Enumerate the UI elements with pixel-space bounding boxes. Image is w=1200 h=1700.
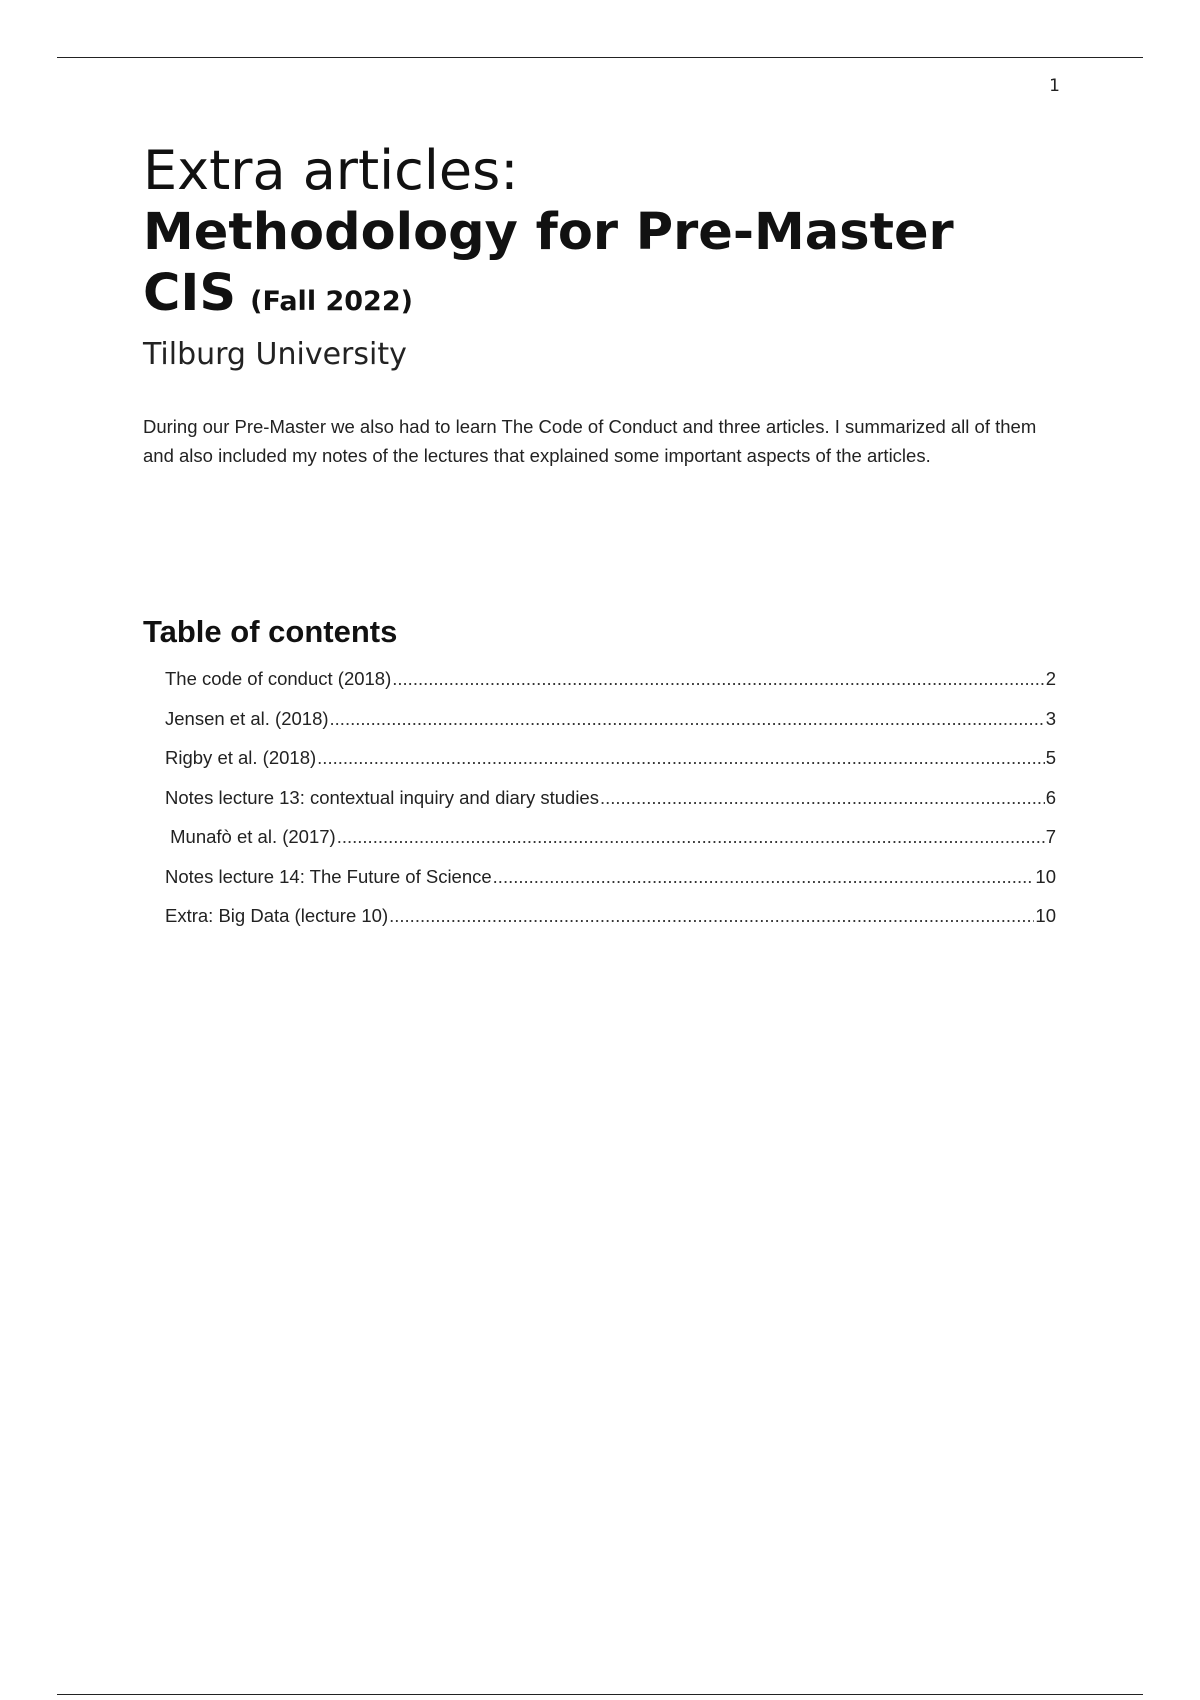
document-title-cis: CIS — [143, 264, 237, 323]
toc-entry-page: 7 — [1045, 826, 1056, 847]
toc-dot-leader — [392, 668, 1044, 690]
document-title-line2: Methodology for Pre-Master — [143, 203, 954, 262]
toc-dot-leader — [493, 866, 1035, 888]
title-block — [143, 140, 1103, 375]
toc-entry-label: Notes lecture 14: The Future of Science — [165, 866, 492, 887]
toc-dot-leader — [600, 787, 1045, 809]
header-rule — [57, 57, 1143, 58]
document-title-line1: Extra articles: — [143, 139, 519, 202]
footer-rule — [57, 1694, 1143, 1695]
toc-entry[interactable] — [165, 708, 1056, 736]
toc-entry-label: Notes lecture 13: contextual inquiry and diary studies — [165, 787, 599, 808]
toc-heading: Table of contents — [143, 614, 398, 649]
toc-dot-leader — [337, 826, 1045, 848]
institution-subtitle: Tilburg University — [143, 337, 407, 372]
toc-entry[interactable] — [165, 668, 1056, 696]
document-term: (Fall 2022) — [250, 286, 413, 317]
toc-dot-leader — [330, 708, 1045, 730]
toc-entry-page: 6 — [1045, 787, 1056, 808]
document-title-line3 — [143, 264, 1103, 335]
toc-entry-label: Extra: Big Data (lecture 10) — [165, 905, 389, 926]
toc-entry-label: The code of conduct (2018) — [165, 668, 392, 689]
toc-entry-page: 2 — [1045, 668, 1056, 689]
page-number: 1 — [1049, 76, 1060, 96]
toc-entry-label: Jensen et al. (2018) — [165, 708, 329, 729]
toc-entry[interactable] — [165, 787, 1056, 815]
toc-entry[interactable] — [165, 747, 1056, 775]
toc-entry[interactable] — [165, 826, 1056, 854]
toc-entry[interactable] — [165, 866, 1056, 894]
toc-entry[interactable] — [165, 905, 1056, 933]
toc-entry-label: Rigby et al. (2018) — [165, 747, 317, 768]
toc-dot-leader — [317, 747, 1045, 769]
toc-entry-page: 3 — [1045, 708, 1056, 729]
intro-paragraph: During our Pre-Master we also had to learn The Code of Conduct and three articles. I summarized all of them and also included my notes of the lectures that explained some important aspects of the articles. — [143, 416, 1037, 466]
toc-entry-page: 10 — [1035, 905, 1056, 926]
toc-entry-page: 5 — [1045, 747, 1056, 768]
toc-entry-page: 10 — [1035, 866, 1056, 887]
toc-dot-leader — [389, 905, 1034, 927]
toc-entry-label: Munafò et al. (2017) — [165, 826, 336, 847]
